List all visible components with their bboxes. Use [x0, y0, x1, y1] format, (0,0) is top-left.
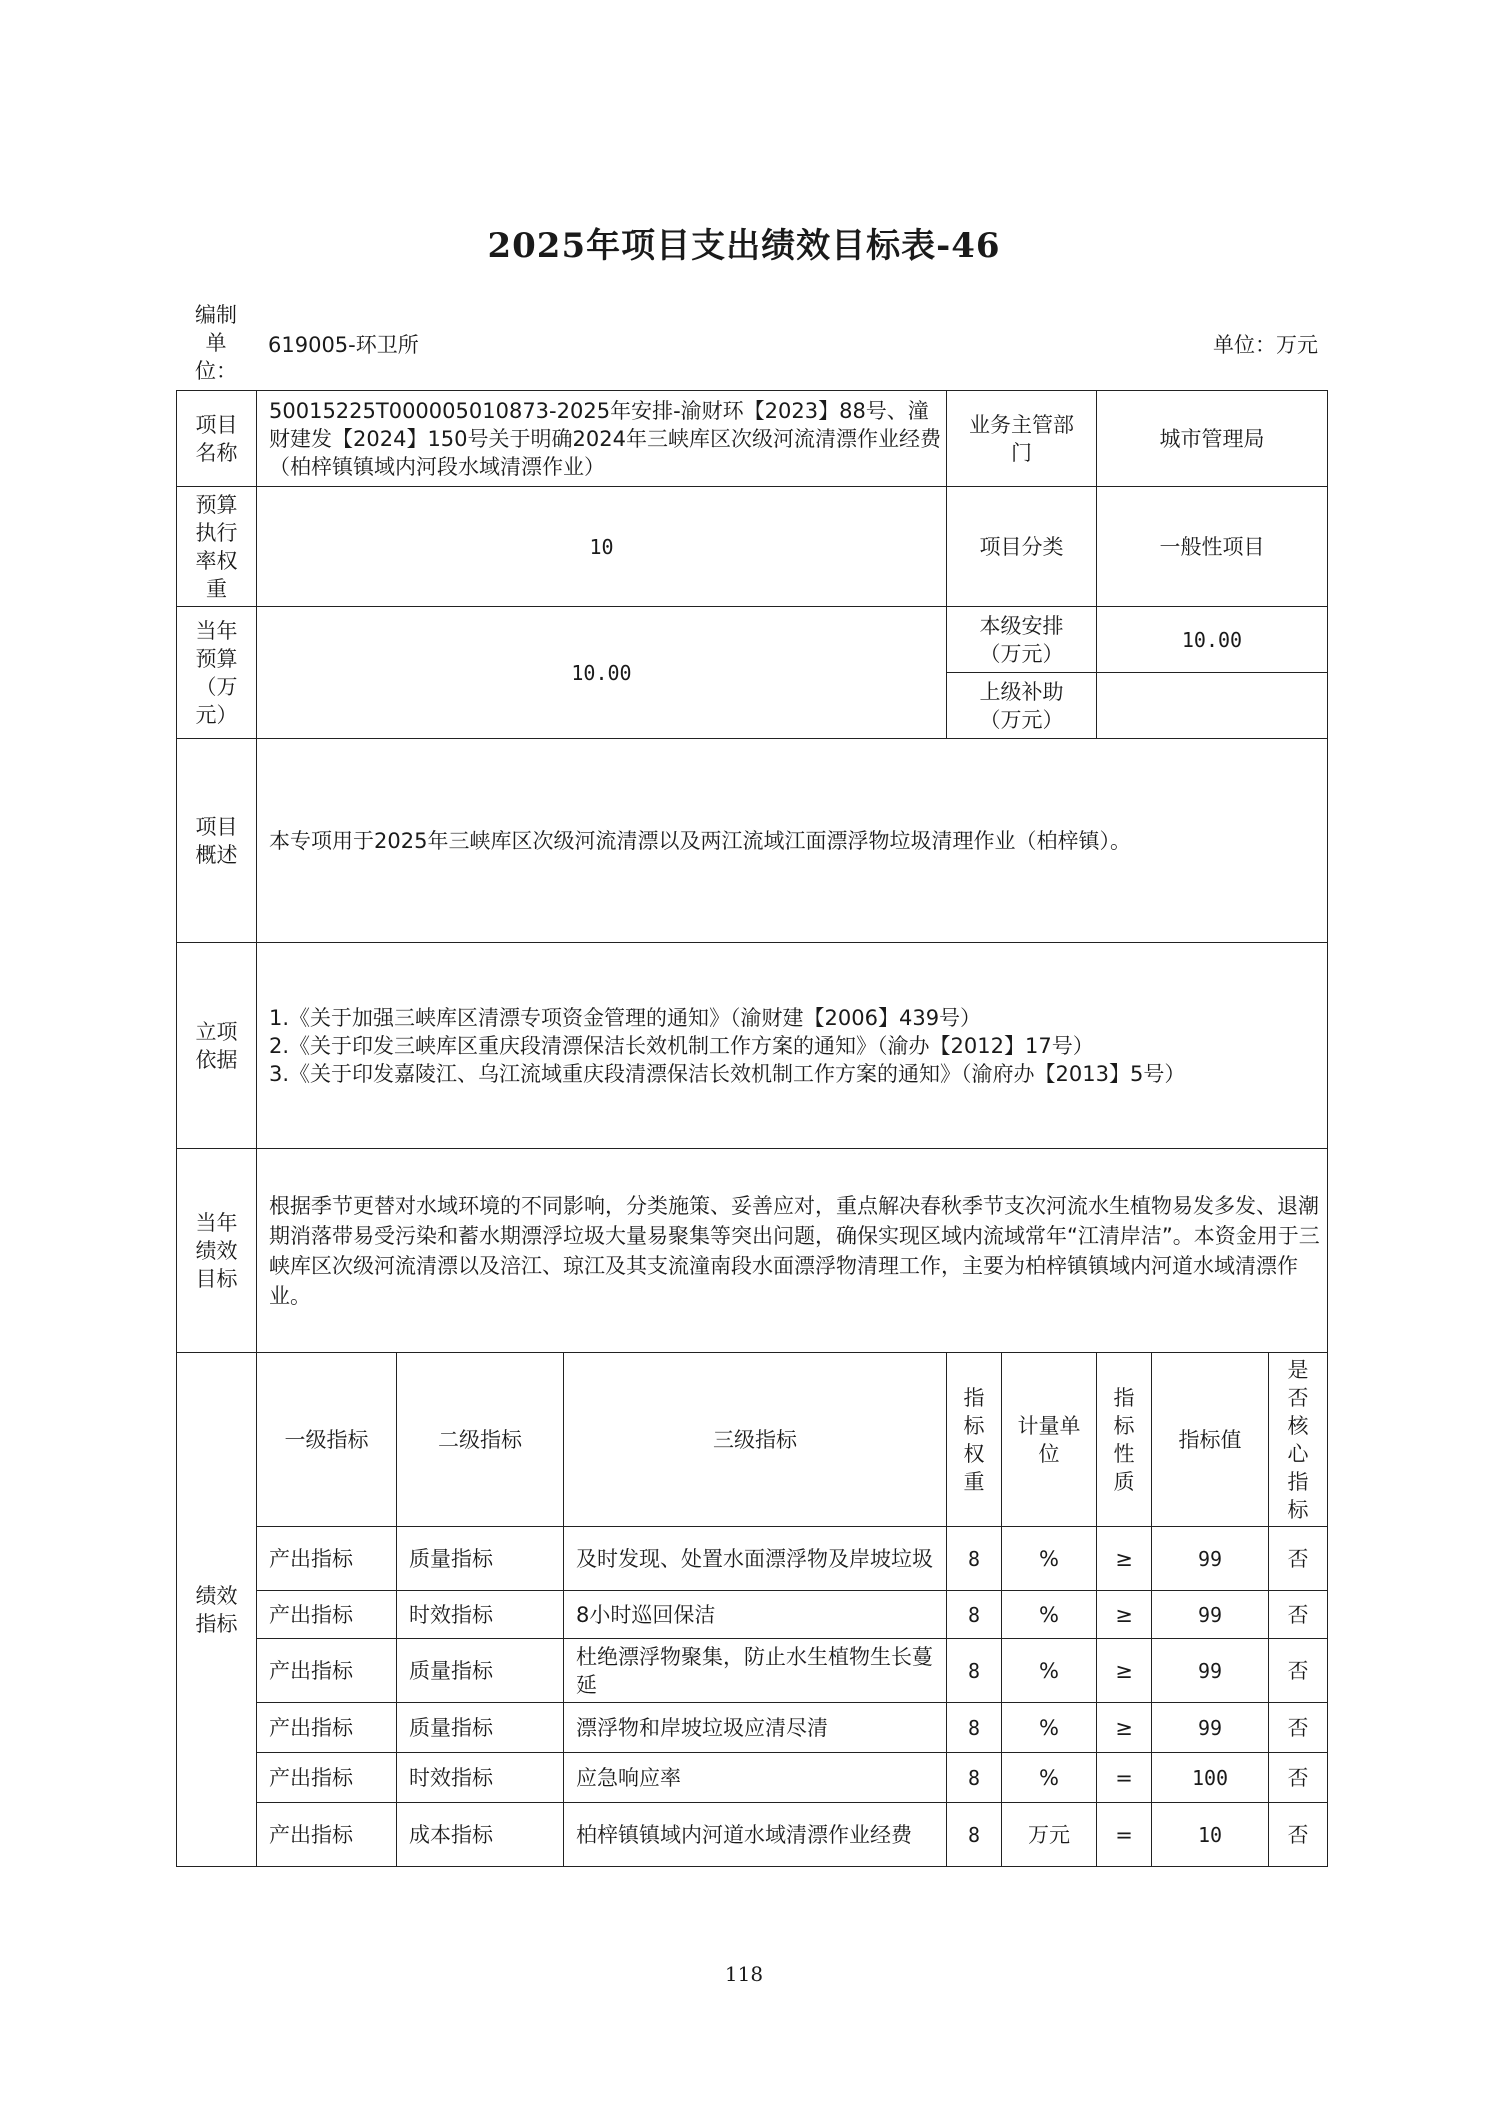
level3-cell: 8小时巡回保洁	[564, 1591, 947, 1639]
indicator-header-row	[177, 1353, 1328, 1527]
unit-cell: %	[1002, 1527, 1097, 1591]
table-row	[177, 1753, 1328, 1803]
unit-cell: %	[1002, 1591, 1097, 1639]
project-name-label: 项目名称	[177, 391, 257, 487]
budget-weight-row	[177, 487, 1328, 607]
core-cell: 否	[1269, 1803, 1328, 1867]
page-number: 118	[724, 1962, 764, 1986]
nature-cell: ≥	[1097, 1591, 1152, 1639]
level1-cell: 产出指标	[257, 1639, 397, 1703]
table-row	[177, 1527, 1328, 1591]
dept-label: 业务主管部门	[947, 391, 1097, 487]
basis-row	[177, 943, 1328, 1149]
goal-label: 当年绩效目标	[177, 1149, 257, 1353]
performance-table	[176, 390, 1328, 1867]
local-budget-value: 10.00	[1097, 607, 1328, 673]
unit-cell: %	[1002, 1639, 1097, 1703]
header-level3: 三级指标	[564, 1353, 947, 1527]
header-unit: 计量单位	[1002, 1353, 1097, 1527]
annual-budget-label: 当年预算（万元）	[177, 607, 257, 739]
core-cell: 否	[1269, 1703, 1328, 1753]
header-level2: 二级指标	[397, 1353, 564, 1527]
weight-cell: 8	[947, 1527, 1002, 1591]
core-cell: 否	[1269, 1753, 1328, 1803]
level1-cell: 产出指标	[257, 1753, 397, 1803]
unit-label: 编制单位：	[195, 303, 237, 383]
level2-cell: 时效指标	[397, 1591, 564, 1639]
weight-cell: 8	[947, 1753, 1002, 1803]
header-level1: 一级指标	[257, 1353, 397, 1527]
document-title: 2025年项目支出绩效目标表-46	[487, 226, 1001, 266]
core-cell: 否	[1269, 1639, 1328, 1703]
basis-line: 3.《关于印发嘉陵江、乌江流域重庆段清漂保洁长效机制工作方案的通知》（渝府办【2013】5号）	[269, 1061, 1186, 1086]
core-cell: 否	[1269, 1591, 1328, 1639]
level3-cell: 杜绝漂浮物聚集，防止水生植物生长蔓延	[564, 1639, 947, 1703]
table-row	[177, 1639, 1328, 1703]
level2-cell: 成本指标	[397, 1803, 564, 1867]
weight-cell: 8	[947, 1803, 1002, 1867]
category-value: 一般性项目	[1097, 487, 1328, 607]
core-cell: 否	[1269, 1527, 1328, 1591]
level2-cell: 质量指标	[397, 1703, 564, 1753]
level2-cell: 质量指标	[397, 1527, 564, 1591]
category-label: 项目分类	[947, 487, 1097, 607]
table-row	[177, 1703, 1328, 1753]
header-weight: 指标权重	[947, 1353, 1002, 1527]
money-unit: 单位：万元	[1213, 333, 1318, 357]
dept-value: 城市管理局	[1097, 391, 1328, 487]
value-cell: 100	[1152, 1753, 1269, 1803]
value-cell: 99	[1152, 1703, 1269, 1753]
weight-cell: 8	[947, 1703, 1002, 1753]
overview-value: 本专项用于2025年三峡库区次级河流清漂以及两江流域江面漂浮物垃圾清理作业（柏梓镇）。	[257, 739, 1328, 943]
basis-line: 2.《关于印发三峡库区重庆段清漂保洁长效机制工作方案的通知》（渝办【2012】17号）	[269, 1033, 1094, 1058]
weight-cell: 8	[947, 1591, 1002, 1639]
level2-cell: 时效指标	[397, 1753, 564, 1803]
level3-cell: 柏梓镇镇域内河道水域清漂作业经费	[564, 1803, 947, 1867]
value-cell: 99	[1152, 1639, 1269, 1703]
overview-row	[177, 739, 1328, 943]
budget-weight-value: 10	[257, 487, 947, 607]
project-name-value: 50015225T000005010873-2025年安排-渝财环【2023】88号、潼财建发【2024】150号关于明确2024年三峡库区次级河流清漂作业经费（柏梓镇镇域内河段水域清漂作业）	[257, 391, 947, 487]
upper-budget-label: 上级补助（万元）	[947, 673, 1097, 739]
nature-cell: =	[1097, 1753, 1152, 1803]
header-core: 是否核心指标	[1269, 1353, 1328, 1527]
overview-label: 项目概述	[177, 739, 257, 943]
annual-budget-value: 10.00	[257, 607, 947, 739]
project-name-row	[177, 391, 1328, 487]
local-budget-label: 本级安排（万元）	[947, 607, 1097, 673]
unit-value: 619005-环卫所	[268, 333, 419, 357]
value-cell: 99	[1152, 1527, 1269, 1591]
unit-cell: 万元	[1002, 1803, 1097, 1867]
indicator-label: 绩效指标	[177, 1353, 257, 1867]
unit-cell: %	[1002, 1753, 1097, 1803]
level3-cell: 及时发现、处置水面漂浮物及岸坡垃圾	[564, 1527, 947, 1591]
budget-weight-label: 预算执行率权重	[177, 487, 257, 607]
header-value: 指标值	[1152, 1353, 1269, 1527]
nature-cell: =	[1097, 1803, 1152, 1867]
level1-cell: 产出指标	[257, 1803, 397, 1867]
annual-budget-row	[177, 607, 1328, 673]
level1-cell: 产出指标	[257, 1703, 397, 1753]
table-row	[177, 1803, 1328, 1867]
unit-cell: %	[1002, 1703, 1097, 1753]
header-nature: 指标性质	[1097, 1353, 1152, 1527]
basis-value	[257, 943, 1328, 1149]
nature-cell: ≥	[1097, 1639, 1152, 1703]
upper-budget-value	[1097, 673, 1328, 739]
nature-cell: ≥	[1097, 1527, 1152, 1591]
level2-cell: 质量指标	[397, 1639, 564, 1703]
level3-cell: 应急响应率	[564, 1753, 947, 1803]
goal-value: 根据季节更替对水域环境的不同影响，分类施策、妥善应对，重点解决春秋季节支次河流水生植物易发多发、退潮期消落带易受污染和蓄水期漂浮垃圾大量易聚集等突出问题，确保实现区域内流域常年“江清岸洁”。本资金用于三峡库区次级河流清漂以及涪江、琼江及其支流潼南段水面漂浮物清理工作，主要为柏梓镇镇域内河道水域清漂作业。	[257, 1149, 1328, 1353]
level3-cell: 漂浮物和岸坡垃圾应清尽清	[564, 1703, 947, 1753]
table-row	[177, 1591, 1328, 1639]
value-cell: 10	[1152, 1803, 1269, 1867]
value-cell: 99	[1152, 1591, 1269, 1639]
goal-row	[177, 1149, 1328, 1353]
nature-cell: ≥	[1097, 1703, 1152, 1753]
basis-label: 立项依据	[177, 943, 257, 1149]
weight-cell: 8	[947, 1639, 1002, 1703]
level1-cell: 产出指标	[257, 1591, 397, 1639]
level1-cell: 产出指标	[257, 1527, 397, 1591]
basis-line: 1.《关于加强三峡库区清漂专项资金管理的通知》（渝财建【2006】439号）	[269, 1005, 982, 1030]
